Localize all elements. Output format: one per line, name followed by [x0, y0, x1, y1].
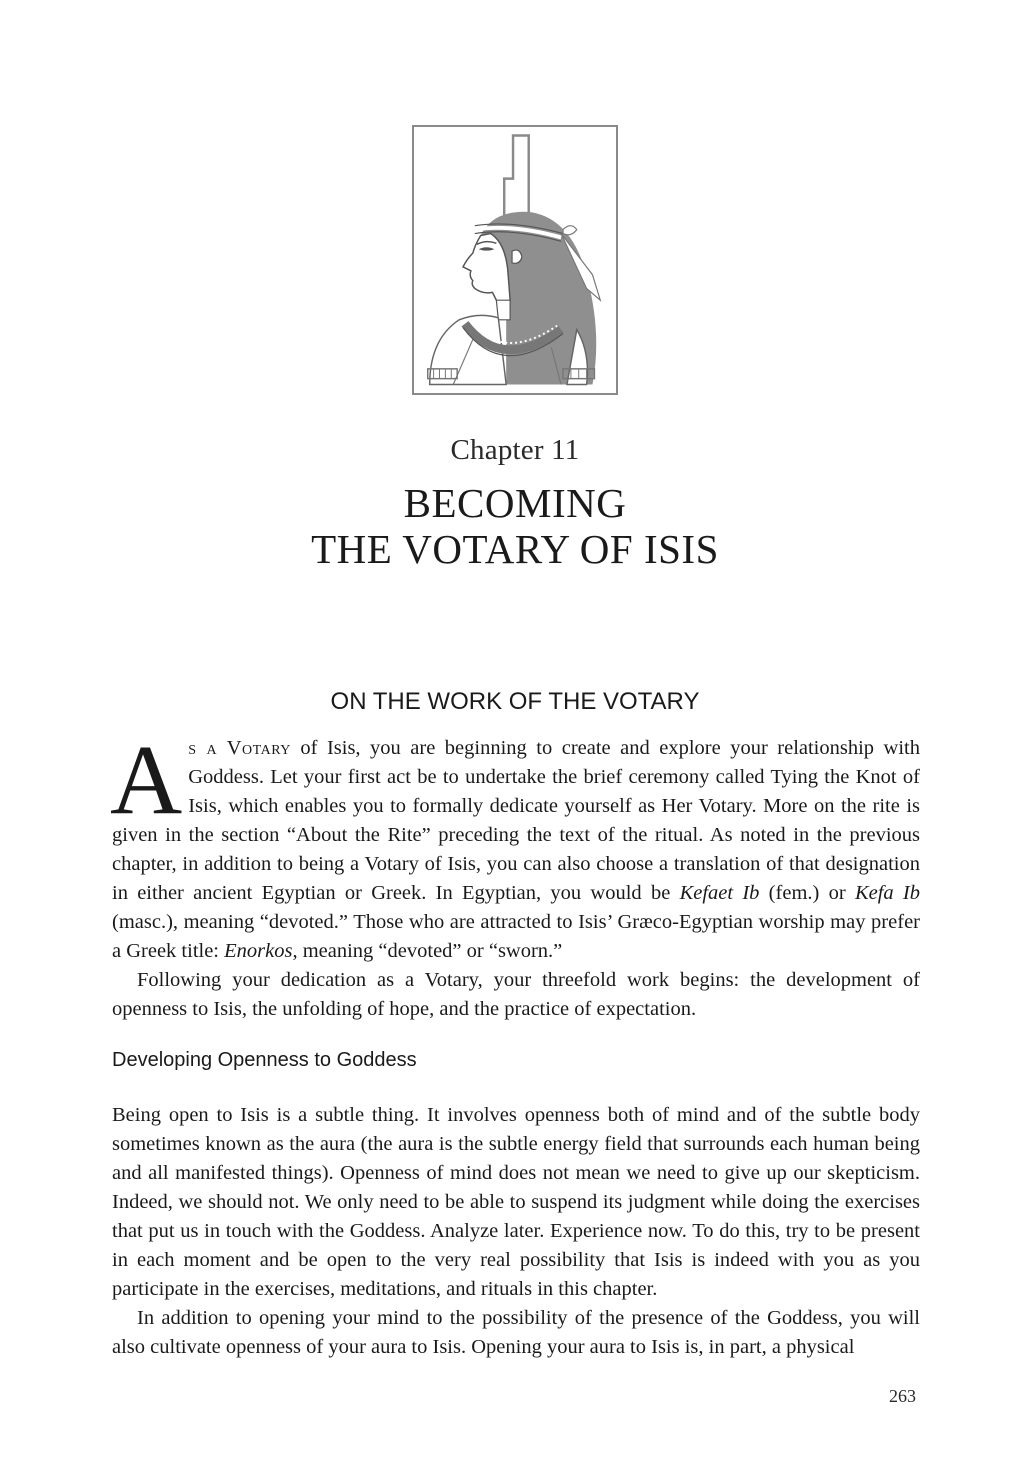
paragraph-3: [112, 1101, 920, 1304]
paragraph-4-text: In addition to opening your mind to the possibility of the presence of the Goddess, you will also cultivate openness of your aura to Isis. Opening your aura to Isis is, in part, a physical: [112, 1307, 920, 1358]
page-number: 263: [889, 1386, 916, 1406]
chapter-title-line-2: THE VOTARY OF ISIS: [311, 526, 719, 572]
paragraph-1-text-b: (fem.) or: [759, 882, 855, 904]
paragraph-4: [112, 1304, 920, 1362]
paragraph-3-text: Being open to Isis is a subtle thing. It involves openness both of mind and of the subtle body sometimes known as the aura (the aura is the subtle energy field that surrounds each human being and all manifested things). Openness of mind does not mean we need to give up our skepticism. Indeed, we should not. We only need to be able to suspend its judgment while doing the exercises that put us in touch with the Goddess. Analyze later. Experience now. To do this, try to be present in each moment and be open to the very real possibility that Isis is indeed with you as you participate in the exercises, meditations, and rituals in this chapter.: [112, 1104, 920, 1300]
chapter-title: [0, 480, 1030, 572]
drop-cap: A: [110, 724, 183, 835]
section-heading: ON THE WORK OF THE VOTARY: [330, 688, 700, 715]
chapter-title-line-1: BECOMING: [403, 480, 627, 526]
paragraph-1-text-c: (masc.), meaning “devoted.” Those who are attracted to Isis’ Græco-Egyptian worship may prefer a Greek title:: [112, 911, 920, 962]
paragraph-2-text: Following your dedication as a Votary, your threefold work begins: the development of openness to Isis, the unfolding of hope, and the practice of expectation.: [112, 969, 920, 1020]
paragraph-1: [110, 724, 921, 966]
paragraph-1-text-a: of Isis, you are beginning to create and explore your relationship with Goddess. Let your first act be to undertake the brief ceremony called Tying the Knot of Isis, which enables you to formally dedicate yourself as Her Votary. More on the rite is given in the section “About the Rite” preceding the text of the ritual. As noted in the previous chapter, in addition to being a Votary of Isis, you can also choose a translation of that designation in either ancient Egyptian or Greek. In Egyptian, you would be: [112, 737, 920, 904]
isis-illustration: [412, 125, 618, 395]
subsection-heading: Developing Openness to Goddess: [112, 1049, 417, 1071]
term-kefaet-ib: Kefaet Ib: [679, 882, 760, 904]
lead-smallcaps: s a Votary: [188, 737, 291, 759]
chapter-number: Chapter 11: [450, 434, 580, 466]
paragraph-1-text-d: , meaning “devoted” or “sworn.”: [292, 940, 563, 962]
term-enorkos: Enorkos: [224, 940, 293, 962]
term-kefa-ib: Kefa Ib: [854, 882, 921, 904]
paragraph-2: [112, 966, 920, 1024]
